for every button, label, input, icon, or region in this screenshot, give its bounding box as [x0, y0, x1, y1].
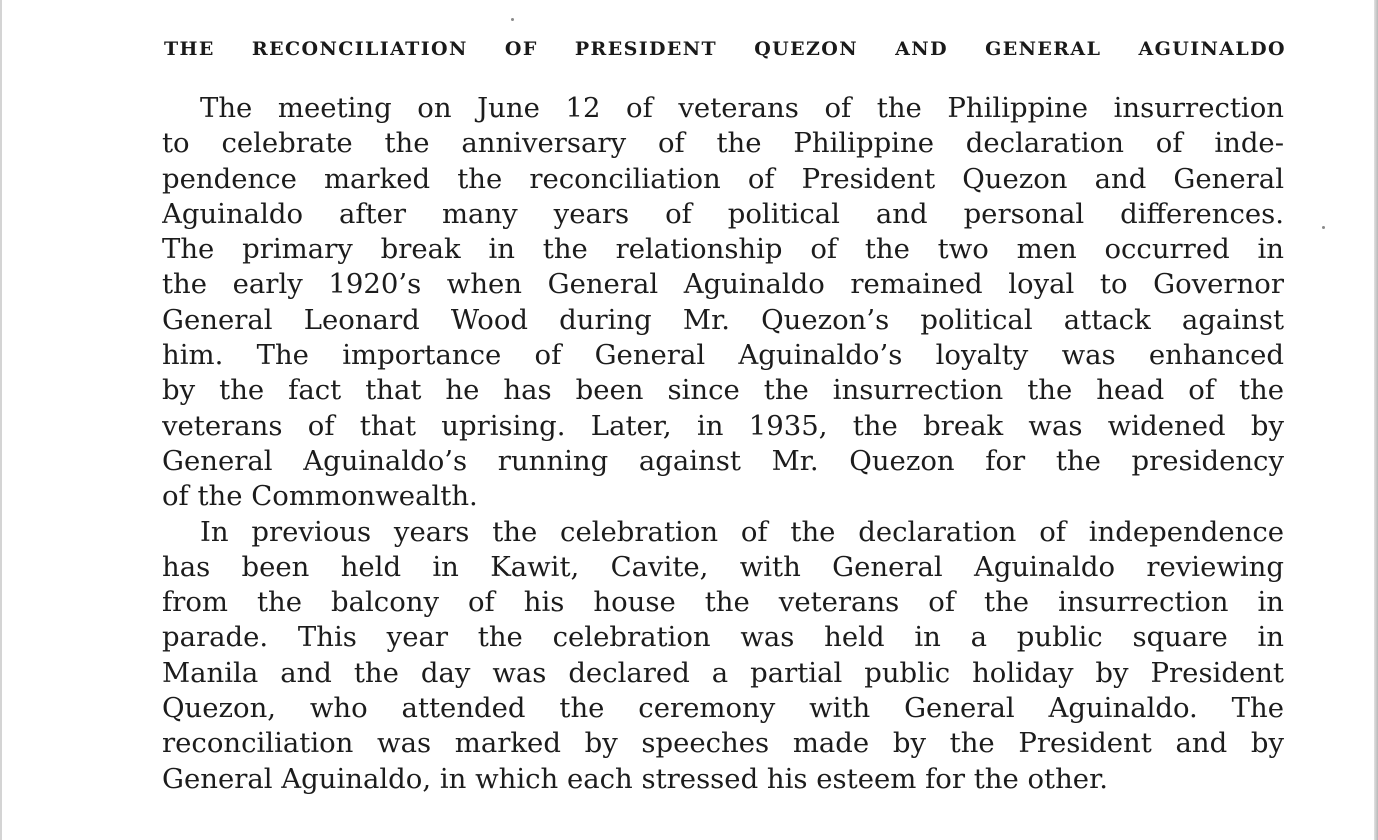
- text-line: pendence marked the reconciliation of President Quezon and General: [162, 162, 1284, 195]
- text-line: to celebrate the anniversary of the Philippine declaration of inde-: [162, 127, 1284, 160]
- text-line: In previous years the celebration of the declaration of independence: [200, 515, 1284, 548]
- text-line: has been held in Kawit, Cavite, with General Aguinaldo reviewing: [162, 550, 1284, 583]
- scan-speck: [511, 18, 514, 21]
- text-line: him. The importance of General Aguinaldo’s loyalty was enhanced: [162, 339, 1284, 372]
- text-line: General Aguinaldo, in which each stressed his esteem for the other.: [162, 762, 1108, 795]
- text-line: The primary break in the relationship of the two men occurred in: [162, 233, 1284, 266]
- paragraph-1: [162, 91, 1284, 515]
- text-line: of the Commonwealth.: [162, 480, 478, 513]
- article-heading: THE RECONCILIATION OF PRESIDENT QUEZON AND GENERAL AGUINALDO: [164, 38, 1286, 60]
- text-line: Aguinaldo after many years of political and personal differences.: [162, 197, 1284, 230]
- text-line: Quezon, who attended the ceremony with General Aguinaldo. The: [162, 692, 1284, 725]
- text-line: from the balcony of his house the veterans of the insurrection in: [162, 586, 1284, 619]
- text-line: by the fact that he has been since the insurrection the head of the: [162, 374, 1284, 407]
- text-line: the early 1920’s when General Aguinaldo remained loyal to Governor: [162, 268, 1284, 301]
- page-left-edge: [0, 0, 2, 840]
- paragraph-2: [162, 515, 1284, 797]
- text-line: General Aguinaldo’s running against Mr. Quezon for the presidency: [162, 444, 1284, 477]
- page-right-edge: [1374, 0, 1378, 840]
- article-body: [162, 91, 1284, 797]
- scan-speck: [1322, 226, 1325, 229]
- text-line: veterans of that uprising. Later, in 1935, the break was widened by: [162, 409, 1284, 442]
- text-line: reconciliation was marked by speeches made by the President and by: [162, 727, 1284, 760]
- text-line: The meeting on June 12 of veterans of the Philippine insurrection: [200, 92, 1284, 124]
- text-line: General Leonard Wood during Mr. Quezon’s political attack against: [162, 303, 1284, 336]
- text-line: Manila and the day was declared a partial public holiday by President: [162, 656, 1284, 689]
- text-line: parade. This year the celebration was held in a public square in: [162, 621, 1284, 654]
